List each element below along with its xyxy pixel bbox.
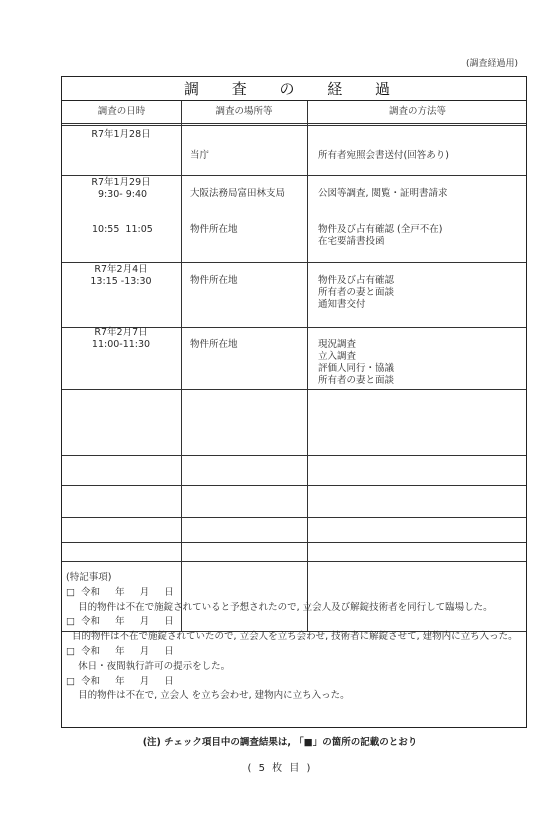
row-date: R7年2月7日 11:00-11:30 bbox=[91, 327, 151, 350]
survey-history-form bbox=[61, 76, 527, 728]
notes-heading: (特記事項) bbox=[66, 572, 112, 583]
row-divider bbox=[62, 517, 526, 518]
footnote: (注) チェック項目中の調査結果は, 「■」の箇所の記載のとおり bbox=[142, 737, 418, 748]
form-title: 調 査 の 経 過 bbox=[62, 77, 526, 101]
header-rule bbox=[62, 123, 526, 126]
note-checkbox-line: □ 令和 年 月 日 bbox=[66, 586, 174, 598]
row-method: 物件及び占有確認 (全戸不在) 在宅要請書投函 bbox=[318, 224, 443, 247]
note-text: 休日・夜間執行許可の提示をした。 bbox=[66, 660, 231, 672]
row-place: 大阪法務局富田林支局 bbox=[190, 188, 286, 199]
row-date: R7年2月4日 13:15 -13:30 bbox=[90, 264, 152, 287]
form-type-label: (調査経過用) bbox=[465, 59, 518, 69]
page-number: ( 5 枚 目 ) bbox=[247, 763, 313, 774]
row-place: 当庁 bbox=[190, 150, 210, 161]
row-divider bbox=[62, 542, 526, 543]
row-divider bbox=[62, 561, 526, 562]
note-text: 目的物件は不在で, 立会人 を立ち会わせ, 建物内に立ち入った。 bbox=[66, 690, 350, 702]
note-checkbox-line: □ 令和 年 月 日 bbox=[66, 616, 174, 628]
row-method: 所有者宛照会書送付(回答あり) bbox=[318, 150, 449, 161]
row-method: 現況調査 立入調査 評価人同行・協議 所有者の妻と面談 bbox=[318, 339, 395, 386]
header-method: 調査の方法等 bbox=[388, 106, 446, 117]
row-date: 10:55 11:05 bbox=[92, 224, 153, 235]
row-place: 物件所在地 bbox=[190, 224, 238, 235]
note-checkbox-line: □ 令和 年 月 日 bbox=[66, 645, 174, 657]
row-divider bbox=[62, 485, 526, 486]
special-notes bbox=[66, 571, 524, 704]
row-place: 物件所在地 bbox=[190, 339, 238, 350]
row-date: R7年1月29日 9:30- 9:40 bbox=[91, 177, 151, 200]
row-place: 物件所在地 bbox=[190, 275, 238, 286]
column-divider bbox=[181, 101, 182, 631]
row-method: 物件及び占有確認 所有者の妻と面談 通知書交付 bbox=[318, 275, 395, 310]
header-date: 調査の日時 bbox=[97, 106, 146, 117]
note-text: 目的物件は不在で施錠されていると予想されたので, 立会人及び解錠技術者を同行して臨場した。 bbox=[66, 601, 493, 613]
row-divider bbox=[62, 455, 526, 456]
header-place: 調査の場所等 bbox=[215, 106, 273, 117]
note-checkbox-line: □ 令和 年 月 日 bbox=[66, 675, 174, 687]
column-divider bbox=[307, 101, 308, 631]
row-date: R7年1月28日 bbox=[91, 129, 151, 140]
row-divider bbox=[62, 389, 526, 390]
row-divider bbox=[62, 262, 526, 263]
row-method: 公図等調査, 閲覧・証明書請求 bbox=[318, 188, 448, 199]
row-divider bbox=[62, 175, 526, 176]
note-text: 目的物件は不在で施錠されていたので, 立会人を立ち会わせ, 技術者に解錠させて, 建物内に立ち入った。 bbox=[66, 631, 518, 643]
